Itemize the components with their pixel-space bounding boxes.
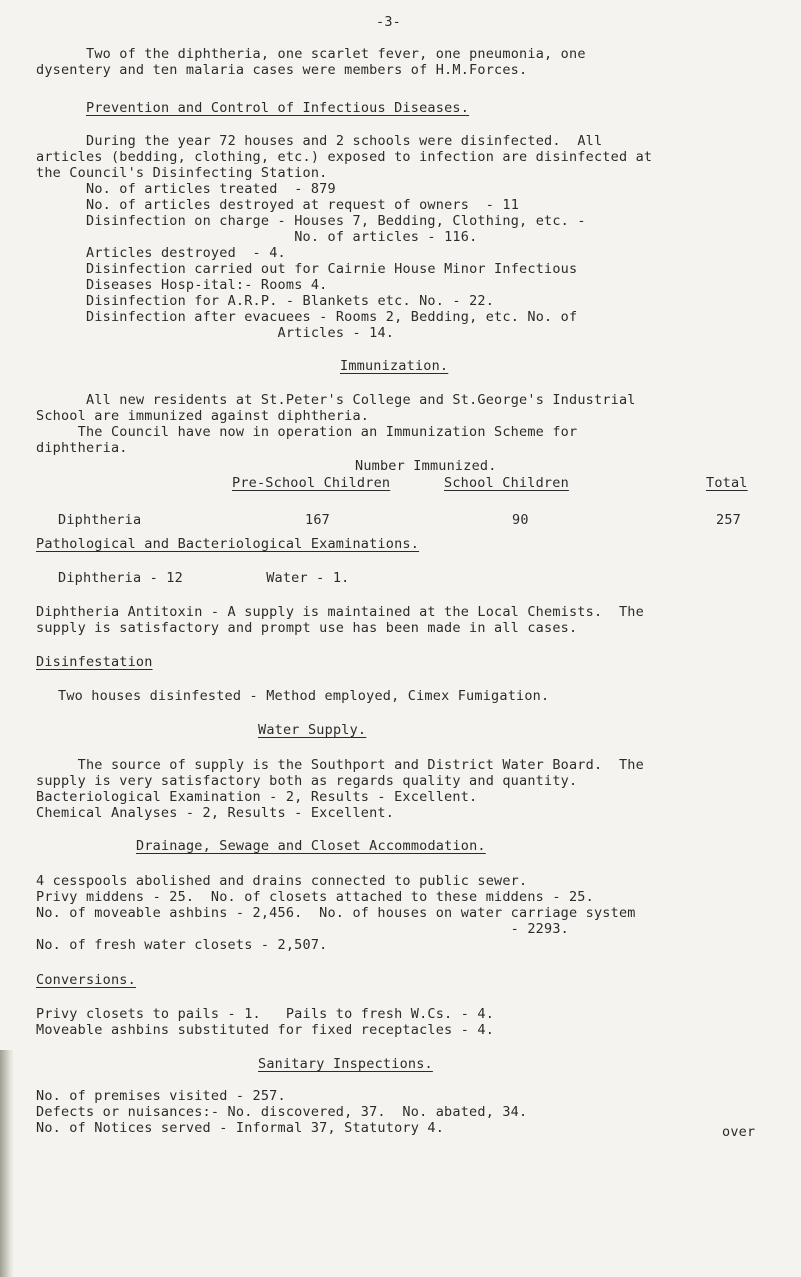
drainage-line-1: 4 cesspools abolished and drains connected to public sewer. (36, 873, 528, 889)
immunization-para-1: All new residents at St.Peter's College and St.George's Industrial (86, 392, 636, 408)
prevention-para-1: During the year 72 houses and 2 schools were disinfected. All (86, 133, 603, 149)
prevention-line-10: Articles - 14. (86, 325, 395, 341)
water-para-1: The source of supply is the Southport and District Water Board. The (36, 757, 644, 773)
scan-edge-shadow (0, 1050, 14, 1277)
disinfestation-line: Two houses disinfested - Method employed, Cimex Fumigation. (58, 688, 550, 704)
sanitary-line-1: No. of premises visited - 257. (36, 1088, 286, 1104)
pathological-para-2: supply is satisfactory and prompt use has been made in all cases. (36, 620, 578, 636)
prevention-line-1: No. of articles treated - 879 (86, 181, 336, 197)
prevention-line-9: Disinfection after evacuees - Rooms 2, Bedding, etc. No. of (86, 309, 578, 325)
column-school: School Children (444, 475, 569, 491)
sanitary-line-3: No. of Notices served - Informal 37, Statutory 4. (36, 1120, 445, 1136)
value-school: 90 (512, 512, 529, 528)
over-note: over (722, 1124, 756, 1140)
prevention-para-3: the Council's Disinfecting Station. (36, 165, 328, 181)
intro-line-1: Two of the diphtheria, one scarlet fever, one pneumonia, one (86, 46, 586, 62)
column-pre-school: Pre-School Children (232, 475, 391, 491)
prevention-line-7: Diseases Hosp-ital:- Rooms 4. (86, 277, 328, 293)
immunization-para-3: The Council have now in operation an Immunization Scheme for (36, 424, 578, 440)
water-heading: Water Supply. (258, 722, 367, 738)
water-para-3: Bacteriological Examination - 2, Results - Excellent. (36, 789, 478, 805)
prevention-para-2: articles (bedding, clothing, etc.) exposed to infection are disinfected at (36, 149, 653, 165)
immunization-para-4: diphtheria. (36, 440, 128, 456)
drainage-line-5: No. of fresh water closets - 2,507. (36, 937, 328, 953)
prevention-heading: Prevention and Control of Infectious Diseases. (86, 100, 470, 116)
prevention-line-6: Disinfection carried out for Cairnie House Minor Infectious (86, 261, 578, 277)
intro-line-2: dysentery and ten malaria cases were members of H.M.Forces. (36, 62, 528, 78)
prevention-line-8: Disinfection for A.R.P. - Blankets etc. No. - 22. (86, 293, 495, 309)
page-number: -3- (376, 14, 401, 30)
sanitary-line-2: Defects or nuisances:- No. discovered, 37. No. abated, 34. (36, 1104, 528, 1120)
column-total: Total (706, 475, 748, 491)
prevention-line-5: Articles destroyed - 4. (86, 245, 286, 261)
conversions-line-1: Privy closets to pails - 1. Pails to fresh W.Cs. - 4. (36, 1006, 495, 1022)
row-label-diphtheria: Diphtheria (58, 512, 142, 528)
immunization-heading: Immunization. (340, 358, 449, 374)
prevention-line-2: No. of articles destroyed at request of owners - 11 (86, 197, 520, 213)
drainage-line-2: Privy middens - 25. No. of closets attached to these middens - 25. (36, 889, 594, 905)
disinfestation-heading: Disinfestation (36, 654, 153, 670)
drainage-heading: Drainage, Sewage and Closet Accommodation. (136, 838, 486, 854)
prevention-line-3: Disinfection on charge - Houses 7, Bedding, Clothing, etc. - (86, 213, 586, 229)
conversions-heading: Conversions. (36, 972, 136, 988)
pathological-counts: Diphtheria - 12 Water - 1. (58, 570, 350, 586)
prevention-line-4: No. of articles - 116. (86, 229, 478, 245)
value-total: 257 (716, 512, 741, 528)
immunization-para-2: School are immunized against diphtheria. (36, 408, 370, 424)
immunization-table-title: Number Immunized. (355, 458, 497, 474)
pathological-heading: Pathological and Bacteriological Examinations. (36, 536, 420, 552)
water-para-2: supply is very satisfactory both as regards quality and quantity. (36, 773, 578, 789)
drainage-line-4: - 2293. (36, 921, 569, 937)
conversions-line-2: Moveable ashbins substituted for fixed receptacles - 4. (36, 1022, 495, 1038)
drainage-line-3: No. of moveable ashbins - 2,456. No. of houses on water carriage system (36, 905, 636, 921)
pathological-para-1: Diphtheria Antitoxin - A supply is maintained at the Local Chemists. The (36, 604, 644, 620)
value-pre-school: 167 (305, 512, 330, 528)
sanitary-heading: Sanitary Inspections. (258, 1056, 433, 1072)
water-para-4: Chemical Analyses - 2, Results - Excellent. (36, 805, 395, 821)
